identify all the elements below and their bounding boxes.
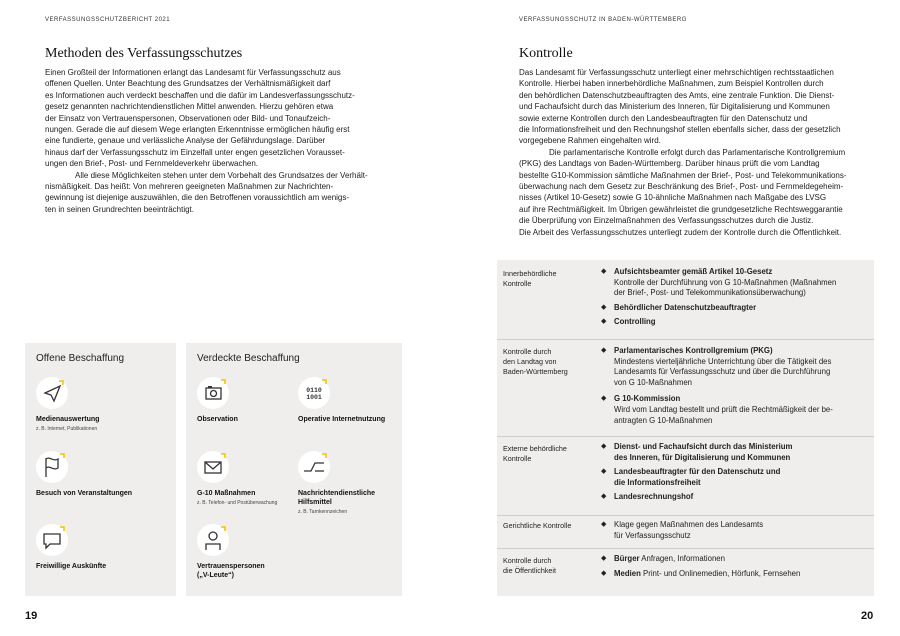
item-text: Anfragen, Informationen — [639, 554, 725, 563]
table-row — [497, 548, 874, 597]
table-row — [497, 515, 874, 548]
item-title: G 10-Kommission — [614, 394, 681, 404]
item-title: Parlamentarisches Kontrollgremium (PKG) — [614, 346, 773, 355]
list-item — [601, 317, 866, 328]
item-title: Aufsichtsbeamter gemäß Artikel 10-Gesetz — [614, 267, 773, 276]
g10-label: G-10 Maßnahmen — [197, 490, 256, 497]
item-text: Klage gegen Maßnahmen des Landesamts für Verfassungsschutz — [614, 520, 764, 540]
envelope-icon — [197, 451, 229, 483]
media-analysis-sub: z. B. Internet, Publikationen — [36, 426, 98, 432]
control-table — [497, 260, 874, 596]
right-body-text — [519, 67, 879, 238]
row-items — [601, 554, 866, 583]
left-section-title: Methoden des Verfassungsschutzes — [45, 46, 243, 61]
item-title: Landesrechnungshof — [614, 492, 694, 502]
informants-label: Vertrauenspersonen („V-Leute“) — [197, 563, 265, 579]
row-label-judicial: Gerichtliche Kontrolle — [503, 521, 572, 530]
diamond-bullet-icon: ◆ — [601, 521, 607, 528]
send-icon — [36, 377, 68, 409]
list-item — [601, 554, 866, 565]
open-procurement-title: Offene Beschaffung — [36, 353, 125, 364]
row-items — [601, 346, 866, 430]
person-icon — [197, 524, 229, 556]
diamond-bullet-icon: ◆ — [601, 318, 607, 326]
item-text: Mindestens vierteljährliche Unterrichtung über die Tätigkeit des Landesamts für Verfassungsschutz und über die Durchführung von G 10-Maßnahmen — [614, 356, 832, 387]
list-item — [601, 346, 866, 388]
list-item — [601, 303, 866, 314]
left-paragraph-2: Alle diese Möglichkeiten stehen unter dem Vorbehalt des Grundsatzes der Verhält- nismäßigkeit. Das heißt: Von mehreren geeigneten Maßnahmen zur Nachrichten- gewinnung ist diejenige auszuwählen, die den Betroffenen voraussichtlich am wenigs- ten in seinen Grundrechten beeinträchtigt. — [45, 170, 368, 214]
right-paragraph-2: Die parlamentarische Kontrolle erfolgt durch das Parlamentarische Kontrollgremium (PKG) des Landtags von Baden-Württemberg. Darüber hinaus prüft die vom Landtag bestellte G10-Kommission sämtliche Maßnahmen der Brief-, Post- und Telekommunikations- überwachung nach dem Gesetz zur Beschränkung des Brief-, Post- und Fernmeldegeheim- nisses (Artikel 10-Gesetz) sowie G 10-ähnliche Maßnahmen nach Maßgabe des LVSG auf ihre Rechtmäßigkeit. Im Übrigen gewährleistet die grundgesetzliche Rechtsweggarantie die Überprüfung von Einzelmaßnahmen des Verfassungsschutzes durch die Justiz. Die Arbeit des Verfassungsschutzes unterliegt zudem der Kontrolle durch die Öffentlichkeit. — [519, 147, 847, 237]
flag-icon — [36, 451, 68, 483]
diamond-bullet-icon: ◆ — [601, 468, 607, 476]
switch-icon — [298, 451, 330, 483]
diamond-bullet-icon: ◆ — [601, 555, 607, 562]
open-procurement-panel — [25, 343, 176, 596]
left-paragraph-1: Einen Großteil der Informationen erlangt das Landesamt für Verfassungsschutz aus offenen Quellen. Unter Beachtung des Grundsatzes der Verhältnismäßigkeit darf es Informationen auch verdeckt beschaffen und die dafür im Landesverfassungsschutz- gesetz genannten nachrichtendienstlichen Mittel anwenden. Hierzu gehören etwa der Einsatz von Vertrauenspersonen, Observationen oder Bild- und Tonaufzeich- nungen. Gerade die auf diesem Wege erlangten Erkenntnisse ermöglichen häufig erst eine fundierte, genaue und verlässliche Analyse der Gefährdungslage. Darüber hinaus darf der Verfassungsschutz im Einzelfall unter engen gesetzlichen Vorausset- ungen den Brief-, Post- und Fernmeldeverkehr überwachen. — [45, 68, 355, 169]
covert-procurement-title: Verdeckte Beschaffung — [197, 353, 300, 364]
list-item — [601, 267, 866, 299]
table-row — [497, 436, 874, 515]
row-label-external: Externe behördliche Kontrolle — [503, 444, 567, 463]
binary-code-icon — [298, 377, 330, 409]
item-title: Dienst- und Fachaufsicht durch das Ministerium des Inneren, für Digitalisierung und Kommunen — [614, 442, 793, 462]
list-item — [601, 520, 866, 541]
g10-sub: z. B. Telefon- und Postüberwachung — [197, 500, 278, 506]
right-running-header: VERFASSUNGSSCHUTZ IN BADEN-WÜRTTEMBERG — [519, 17, 687, 23]
item-text: Wird vom Landtag bestellt und prüft die Rechtmäßigkeit der be- antragten G 10-Maßnahmen — [614, 404, 833, 425]
events-label: Besuch von Veranstaltungen — [36, 490, 133, 497]
aids-sub: z. B. Tarnkennzeichen — [298, 509, 348, 515]
list-item — [601, 569, 866, 580]
list-item — [601, 467, 866, 488]
right-page-number: 20 — [861, 610, 874, 622]
left-page-number: 19 — [25, 610, 38, 622]
diamond-bullet-icon: ◆ — [601, 268, 607, 275]
covert-procurement-panel — [186, 343, 402, 596]
list-item — [601, 492, 866, 503]
camera-icon — [197, 377, 229, 409]
diamond-bullet-icon: ◆ — [601, 395, 607, 403]
item-title: Controlling — [614, 317, 656, 327]
binary-row-2: 1001 — [306, 394, 322, 401]
right-section-title: Kontrolle — [519, 46, 573, 61]
item-title: Behördlicher Datenschutzbeauftragter — [614, 302, 757, 312]
observation-label: Observation — [197, 416, 238, 423]
row-label-internal: Innerbehördliche Kontrolle — [503, 269, 557, 288]
row-label-public: Kontrolle durch die Öffentlichkeit — [503, 556, 557, 575]
binary-row-1: 0110 — [306, 387, 322, 394]
diamond-bullet-icon: ◆ — [601, 347, 607, 354]
item-title: Landesbeauftragter für den Datenschutz und die Informationsfreiheit — [614, 467, 781, 487]
speech-bubble-icon — [36, 524, 68, 556]
diamond-bullet-icon: ◆ — [601, 303, 607, 311]
right-paragraph-1: Das Landesamt für Verfassungsschutz unterliegt einer mehrschichtigen rechtsstaatlichen Kontrolle. Hierbei haben innerbehördliche Maßnahmen, zum Beispiel Kontrollen durch den behördlichen Datenschutzbeauftragten des Amts, eine zentrale Funktion. Die Dienst- und Fachaufsicht durch das Ministerium des Inneren, für Digitalisierung und Kommunen sowie externe Kontrollen durch den Landesbeauftragten für den Datenschutz und die Informationsfreiheit und den Rechnungshof stellen ebenfalls sicher, dass der gesetzlich vorgegebene Rahmen eingehalten wird. — [519, 68, 841, 146]
diamond-bullet-icon: ◆ — [601, 443, 607, 450]
row-items — [601, 267, 866, 332]
item-title: Bürger — [614, 554, 640, 563]
diamond-bullet-icon: ◆ — [601, 493, 607, 501]
table-row — [497, 260, 874, 338]
row-label-parliament: Kontrolle durch den Landtag von Baden-Württemberg — [503, 347, 568, 376]
left-running-header: VERFASSUNGSSCHUTZBERICHT 2021 — [45, 17, 171, 23]
row-items — [601, 442, 866, 507]
left-body-text — [45, 67, 390, 215]
media-analysis-label: Medienauswertung — [36, 416, 100, 423]
row-items — [601, 520, 866, 545]
item-text: Kontrolle der Durchführung von G 10-Maßnahmen (Maßnahmen der Brief-, Post- und Telekommunikationsüberwachung) — [614, 277, 837, 298]
item-title: Medien — [614, 568, 641, 578]
item-text: Print- und Onlinemedien, Hörfunk, Fernsehen — [640, 568, 801, 578]
internet-label: Operative Internetnutzung — [298, 416, 386, 423]
table-row — [497, 339, 874, 436]
list-item — [601, 394, 866, 426]
list-item — [601, 442, 866, 463]
diamond-bullet-icon: ◆ — [601, 569, 607, 577]
voluntary-info-label: Freiwillige Auskünfte — [36, 563, 107, 570]
aids-label: Nachrichtendienstliche Hilfsmittel — [298, 490, 376, 506]
